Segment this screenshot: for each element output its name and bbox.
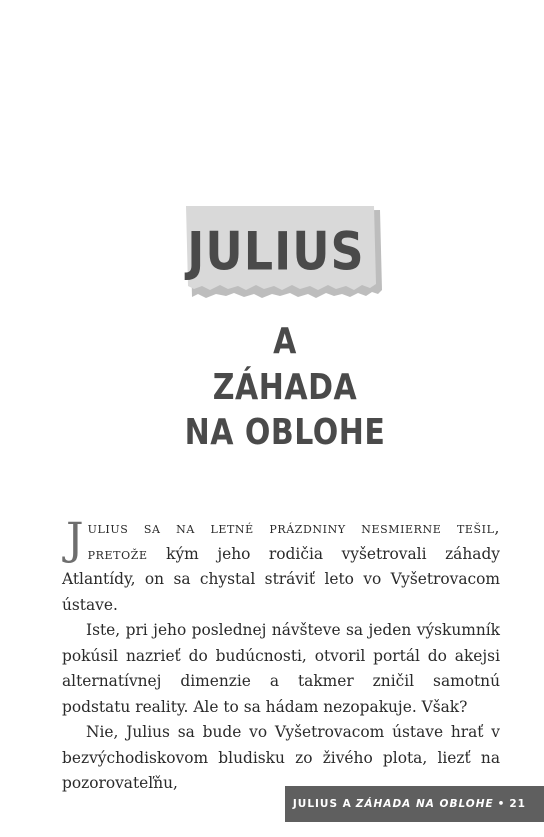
title-main: JULIUS: [187, 219, 365, 283]
drop-cap: J: [66, 514, 84, 565]
title-connector: A: [273, 320, 297, 363]
paragraph-1-smallcaps: ulius sa na letné prázdniny nesmierne tešil, pretože: [87, 519, 500, 563]
title-badge: [186, 206, 382, 304]
paragraph-2: Iste, pri jeho poslednej návšteve sa jeden výskumník pokúsil nazrieť do budúcnosti, otvoril portál do akejsi alternatívnej dimenzie a takmer zničil samotnú podstatu reality. Ale to sa hádam nezopakuje. Však?: [62, 621, 500, 716]
footer-title-part-2: ZÁHADA NA OBLOHE: [355, 798, 494, 810]
paragraph-1-rest: kým jeho rodičia vyšetrovali záhady Atlantídy, on sa chystal stráviť leto vo Vyšetrovacom ústave.: [62, 544, 500, 614]
footer-title-part-1: JULIUS A: [292, 798, 352, 810]
paragraph-3: Nie, Julius sa bude vo Vyšetrovacom ústave hrať v bezvýchodiskovom bludisku zo živého plota, liezť na pozorovateľňu,: [62, 723, 500, 792]
page-number: 21: [509, 798, 526, 810]
title-line-2: NA OBLOHE: [184, 411, 386, 454]
paragraph-1: [62, 516, 500, 618]
footer-separator: •: [497, 798, 506, 810]
chapter-text: [62, 516, 500, 797]
title-line-1: ZÁHADA: [212, 366, 358, 409]
page-footer: [285, 786, 544, 822]
